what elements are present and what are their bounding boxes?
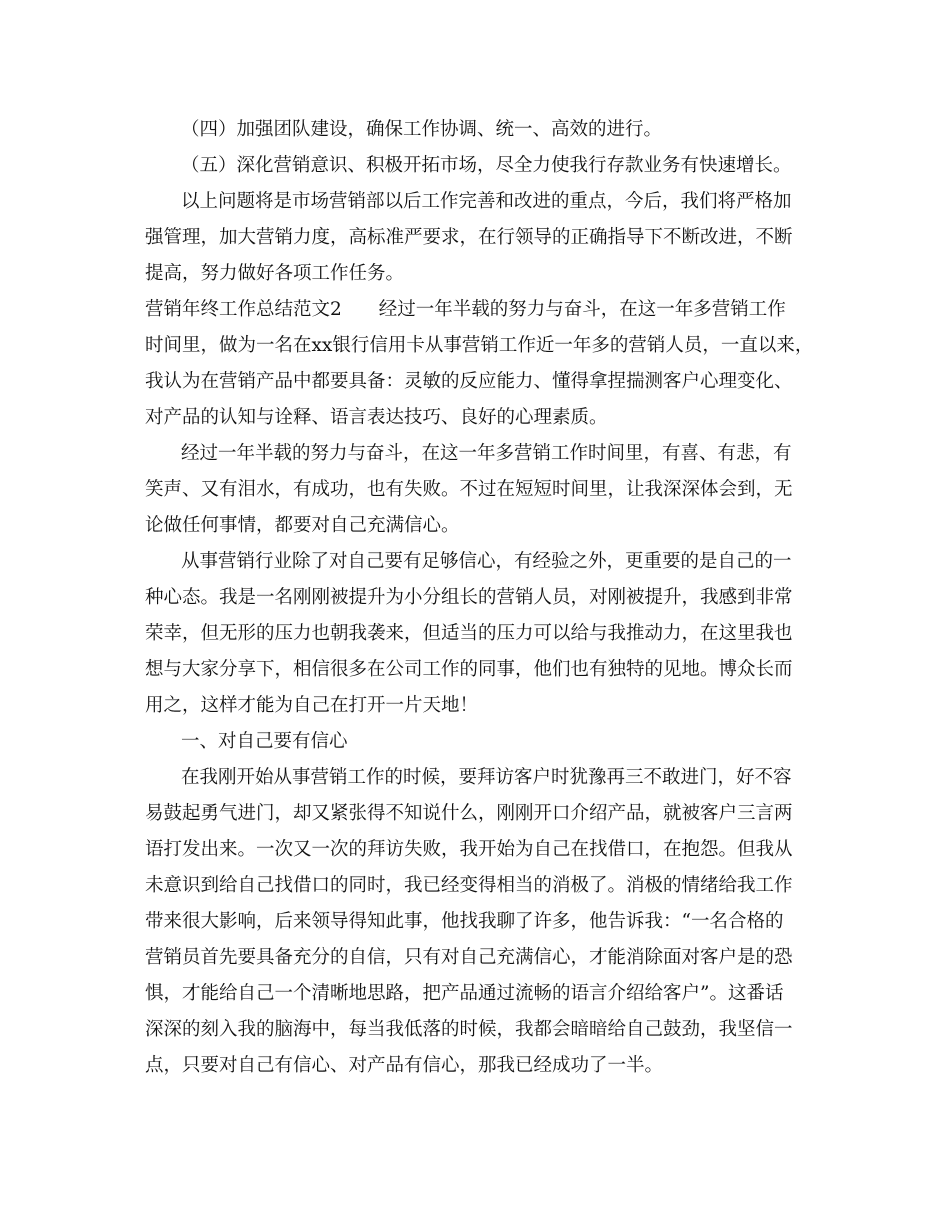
text-line: 经过一年半载的努力与奋斗，在这一年多营销工作时间里，有喜、有悲，有 (181, 443, 792, 464)
text-line: 时间里，做为一名在xx银行信用卡从事营销工作近一年多的营销人员，一直以来， (145, 335, 814, 356)
text-line: （四）加强团队建设，确保工作协调、统一、高效的进行。 (181, 119, 663, 140)
text-line: 在我刚开始从事营销工作的时候，要拜访客户时犹豫再三不敢进门，好不容 (181, 767, 792, 788)
text-line: 未意识到给自己找借口的同时，我已经变得相当的消极了。消极的情绪给我工作 (145, 875, 793, 896)
text-line: 易鼓起勇气进门，却又紧张得不知说什么，刚刚开口介绍产品，就被客户三言两 (145, 803, 793, 824)
heading-line: 一、对自己要有信心 (181, 731, 348, 752)
text-line: 深深的刻入我的脑海中，每当我低落的时候，我都会暗暗给自己鼓劲，我坚信一 (145, 1019, 793, 1040)
text-line: 语打发出来。一次又一次的拜访失败，我开始为自己在找借口，在抱怨。但我从 (145, 839, 793, 860)
text-line: 种心态。我是一名刚刚被提升为小分组长的营销人员，对刚被提升，我感到非常 (145, 587, 793, 608)
text-line: 强管理，加大营销力度，高标准严要求，在行领导的正确指导下不断改进，不断 (145, 227, 793, 248)
section-title-line: 营销年终工作总结范文2 经过一年半载的努力与奋斗，在这一年多营销工作 (145, 299, 786, 320)
text-line: 以上问题将是市场营销部以后工作完善和改进的重点，今后，我们将严格加 (181, 191, 792, 212)
text-line: 惧，才能给自己一个清晰地思路，把产品通过流畅的语言介绍给客户”。这番话 (145, 983, 784, 1004)
text-line: 想与大家分享下，相信很多在公司工作的同事，他们也有独特的见地。博众长而 (145, 659, 793, 680)
text-line: 营销员首先要具备充分的自信，只有对自己充满信心，才能消除面对客户是的恐 (145, 947, 793, 968)
text-line: 论做任何事情，都要对自己充满信心。 (145, 515, 460, 536)
text-line: 笑声、又有泪水，有成功，也有失败。不过在短短时间里，让我深深体会到，无 (145, 479, 793, 500)
text-line: 用之，这样才能为自己在打开一片天地！ (145, 695, 479, 716)
text-line: 对产品的认知与诠释、语言表达技巧、良好的心理素质。 (145, 407, 608, 428)
text-line: 从事营销行业除了对自己要有足够信心，有经验之外，更重要的是自己的一 (181, 551, 792, 572)
text-line: 带来很大影响，后来领导得知此事，他找我聊了许多，他告诉我：“一名合格的 (145, 911, 784, 932)
text-line: 提高，努力做好各项工作任务。 (145, 263, 405, 284)
text-line: （五）深化营销意识、积极开拓市场，尽全力使我行存款业务有快速增长。 (181, 155, 792, 176)
text-line: 点，只要对自己有信心、对产品有信心，那我已经成功了一半。 (145, 1055, 664, 1076)
text-line: 荣幸，但无形的压力也朝我袭来，但适当的压力可以给与我推动力，在这里我也 (145, 623, 793, 644)
text-line: 我认为在营销产品中都要具备：灵敏的反应能力、懂得拿捏揣测客户心理变化、 (145, 371, 793, 392)
